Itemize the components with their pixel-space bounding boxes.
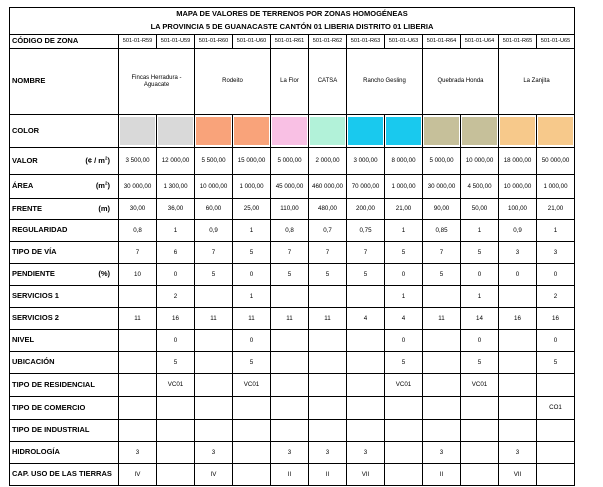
- tipo-comercio-value-cell: [195, 397, 233, 420]
- tipo-residencial-value-cell: [423, 374, 461, 397]
- zone-color-swatch: [196, 117, 231, 145]
- label-valor: [10, 148, 119, 175]
- area-value-cell: 460 000,00: [309, 175, 347, 199]
- ubicacion-value-cell: [119, 352, 157, 374]
- tipo-via-value-cell: 5: [233, 242, 271, 264]
- zone-name-cell: Rancho Gesling: [347, 49, 423, 115]
- zone-name-cell: Fincas Herradura - Aguacate: [119, 49, 195, 115]
- regularidad-value-cell: 0,8: [271, 220, 309, 242]
- servicios1-value-cell: 1: [385, 286, 423, 308]
- cap-uso-value-cell: IV: [195, 464, 233, 486]
- valor-value-cell: 15 000,00: [233, 148, 271, 175]
- tipo-via-value-cell: 7: [423, 242, 461, 264]
- frente-value-cell: 60,00: [195, 199, 233, 220]
- valor-value-cell: 50 000,00: [537, 148, 575, 175]
- servicios1-value-cell: [119, 286, 157, 308]
- zone-color-swatch: [120, 117, 155, 145]
- regularidad-value-cell: 1: [157, 220, 195, 242]
- servicios2-value-cell: 11: [119, 308, 157, 330]
- ubicacion-value-cell: [195, 352, 233, 374]
- label-tipo-via: TIPO DE VÍA: [10, 242, 119, 264]
- tipo-industrial-value-cell: [347, 420, 385, 442]
- servicios2-value-cell: 14: [461, 308, 499, 330]
- frente-value-cell: 25,00: [233, 199, 271, 220]
- area-value-cell: 1 000,00: [537, 175, 575, 199]
- area-value-cell: 4 500,00: [461, 175, 499, 199]
- area-value-cell: 70 000,00: [347, 175, 385, 199]
- zone-code-cell: 501-01-R62: [309, 35, 347, 49]
- frente-value-cell: 36,00: [157, 199, 195, 220]
- regularidad-value-cell: 1: [233, 220, 271, 242]
- tipo-via-value-cell: 6: [157, 242, 195, 264]
- zone-code-cell: 501-01-U64: [461, 35, 499, 49]
- zone-color-swatch: [348, 117, 383, 145]
- tipo-comercio-value-cell: CO1: [537, 397, 575, 420]
- servicios1-value-cell: 2: [537, 286, 575, 308]
- frente-value-cell: 50,00: [461, 199, 499, 220]
- valor-value-cell: 12 000,00: [157, 148, 195, 175]
- valor-value-cell: 8 000,00: [385, 148, 423, 175]
- ubicacion-value-cell: [309, 352, 347, 374]
- hidrologia-value-cell: 3: [423, 442, 461, 464]
- tipo-via-value-cell: 7: [195, 242, 233, 264]
- cap-uso-value-cell: [385, 464, 423, 486]
- tipo-comercio-value-cell: [271, 397, 309, 420]
- zone-name-cell: Quebrada Honda: [423, 49, 499, 115]
- zone-code-cell: 501-01-R63: [347, 35, 385, 49]
- tipo-via-value-cell: 7: [119, 242, 157, 264]
- servicios1-value-cell: 1: [461, 286, 499, 308]
- cap-uso-value-cell: II: [309, 464, 347, 486]
- valuation-table: [9, 7, 575, 486]
- valor-value-cell: 5 000,00: [423, 148, 461, 175]
- pendiente-value-cell: 0: [385, 264, 423, 286]
- regularidad-value-cell: 0,85: [423, 220, 461, 242]
- tipo-comercio-value-cell: [309, 397, 347, 420]
- tipo-via-value-cell: 5: [385, 242, 423, 264]
- frente-value-cell: 200,00: [347, 199, 385, 220]
- label-servicios-1: SERVICIOS 1: [10, 286, 119, 308]
- servicios2-value-cell: 16: [537, 308, 575, 330]
- servicios2-value-cell: 11: [423, 308, 461, 330]
- frente-value-cell: 90,00: [423, 199, 461, 220]
- label-tipo-industrial: TIPO DE INDUSTRIAL: [10, 420, 119, 442]
- hidrologia-value-cell: 3: [499, 442, 537, 464]
- valor-value-cell: 5 500,00: [195, 148, 233, 175]
- label-cap-uso-tierras: CAP. USO DE LAS TIERRAS: [10, 464, 119, 486]
- label-codigo-zona: CÓDIGO DE ZONA: [10, 35, 119, 49]
- ubicacion-value-cell: 5: [233, 352, 271, 374]
- valor-value-cell: 10 000,00: [461, 148, 499, 175]
- zone-color-swatch: [424, 117, 459, 145]
- tipo-industrial-value-cell: [195, 420, 233, 442]
- cap-uso-value-cell: [537, 464, 575, 486]
- zone-color-cell: [461, 115, 499, 148]
- pendiente-value-cell: 5: [309, 264, 347, 286]
- tipo-industrial-value-cell: [499, 420, 537, 442]
- nivel-value-cell: [119, 330, 157, 352]
- nivel-value-cell: [423, 330, 461, 352]
- servicios1-value-cell: [499, 286, 537, 308]
- area-value-cell: 1 300,00: [157, 175, 195, 199]
- hidrologia-value-cell: [461, 442, 499, 464]
- label-valor-text: VALOR: [12, 155, 38, 165]
- zone-code-cell: 501-01-R64: [423, 35, 461, 49]
- tipo-industrial-value-cell: [385, 420, 423, 442]
- label-ubicacion: UBICACIÓN: [10, 352, 119, 374]
- tipo-residencial-value-cell: [309, 374, 347, 397]
- label-servicios-2: SERVICIOS 2: [10, 308, 119, 330]
- tipo-comercio-value-cell: [385, 397, 423, 420]
- label-area-unit: $(m^2)$: [95, 180, 110, 191]
- zone-color-swatch: [310, 117, 345, 145]
- label-frente: [10, 199, 119, 220]
- area-value-cell: 10 000,00: [499, 175, 537, 199]
- servicios1-value-cell: [423, 286, 461, 308]
- tipo-via-value-cell: 3: [537, 242, 575, 264]
- pendiente-value-cell: 0: [461, 264, 499, 286]
- label-regularidad: REGULARIDAD: [10, 220, 119, 242]
- regularidad-value-cell: 0,7: [309, 220, 347, 242]
- tipo-via-value-cell: 3: [499, 242, 537, 264]
- servicios2-value-cell: 11: [195, 308, 233, 330]
- frente-value-cell: 21,00: [385, 199, 423, 220]
- valor-value-cell: 5 000,00: [271, 148, 309, 175]
- servicios2-value-cell: 4: [385, 308, 423, 330]
- zone-color-cell: [385, 115, 423, 148]
- nivel-value-cell: [195, 330, 233, 352]
- servicios1-value-cell: [347, 286, 385, 308]
- pendiente-value-cell: 5: [195, 264, 233, 286]
- area-value-cell: 1 000,00: [233, 175, 271, 199]
- tipo-via-value-cell: 7: [271, 242, 309, 264]
- zone-code-cell: 501-01-R59: [119, 35, 157, 49]
- zone-color-cell: [195, 115, 233, 148]
- zone-name-cell: Rodeito: [195, 49, 271, 115]
- cap-uso-value-cell: II: [271, 464, 309, 486]
- label-tipo-residencial: TIPO DE RESIDENCIAL: [10, 374, 119, 397]
- area-value-cell: 10 000,00: [195, 175, 233, 199]
- ubicacion-value-cell: [271, 352, 309, 374]
- tipo-comercio-value-cell: [347, 397, 385, 420]
- nivel-value-cell: 0: [157, 330, 195, 352]
- tipo-comercio-value-cell: [423, 397, 461, 420]
- regularidad-value-cell: 1: [385, 220, 423, 242]
- nivel-value-cell: 0: [461, 330, 499, 352]
- label-pendiente-text: PENDIENTE: [12, 269, 55, 279]
- label-color: COLOR: [10, 115, 119, 148]
- frente-value-cell: 21,00: [537, 199, 575, 220]
- servicios2-value-cell: 11: [309, 308, 347, 330]
- label-pendiente-unit: (%): [98, 269, 110, 279]
- hidrologia-value-cell: [537, 442, 575, 464]
- zone-code-cell: 501-01-U60: [233, 35, 271, 49]
- label-frente-unit: (m): [98, 203, 110, 213]
- hidrologia-value-cell: [233, 442, 271, 464]
- servicios1-value-cell: 2: [157, 286, 195, 308]
- label-hidrologia: HIDROLOGÍA: [10, 442, 119, 464]
- valor-value-cell: 3 000,00: [347, 148, 385, 175]
- pendiente-value-cell: 0: [537, 264, 575, 286]
- zone-color-swatch: [500, 117, 535, 145]
- nivel-value-cell: 0: [537, 330, 575, 352]
- servicios2-value-cell: 4: [347, 308, 385, 330]
- tipo-residencial-value-cell: [195, 374, 233, 397]
- zone-color-swatch: [272, 117, 307, 145]
- hidrologia-value-cell: 3: [347, 442, 385, 464]
- servicios1-value-cell: [309, 286, 347, 308]
- ubicacion-value-cell: 5: [157, 352, 195, 374]
- tipo-industrial-value-cell: [537, 420, 575, 442]
- cap-uso-value-cell: [461, 464, 499, 486]
- ubicacion-value-cell: [347, 352, 385, 374]
- tipo-via-value-cell: 7: [309, 242, 347, 264]
- table-title: MAPA DE VALORES DE TERRENOS POR ZONAS HOMOGÉNEAS: [10, 8, 575, 22]
- zone-code-cell: 501-01-R65: [499, 35, 537, 49]
- zone-color-swatch: [386, 117, 421, 145]
- regularidad-value-cell: 0,75: [347, 220, 385, 242]
- pendiente-value-cell: 10: [119, 264, 157, 286]
- zone-color-swatch: [462, 117, 497, 145]
- area-value-cell: 30 000,00: [119, 175, 157, 199]
- tipo-industrial-value-cell: [157, 420, 195, 442]
- servicios2-value-cell: 16: [157, 308, 195, 330]
- tipo-via-value-cell: 5: [461, 242, 499, 264]
- nivel-value-cell: 0: [233, 330, 271, 352]
- tipo-residencial-value-cell: [347, 374, 385, 397]
- tipo-industrial-value-cell: [271, 420, 309, 442]
- area-value-cell: 30 000,00: [423, 175, 461, 199]
- label-pendiente: [10, 264, 119, 286]
- zone-name-cell: La Flor: [271, 49, 309, 115]
- table-subtitle: LA PROVINCIA 5 DE GUANACASTE CANTÓN 01 LIBERIA DISTRITO 01 LIBERIA: [10, 22, 575, 35]
- pendiente-value-cell: 5: [423, 264, 461, 286]
- frente-value-cell: 100,00: [499, 199, 537, 220]
- pendiente-value-cell: 5: [347, 264, 385, 286]
- servicios1-value-cell: [271, 286, 309, 308]
- hidrologia-value-cell: [385, 442, 423, 464]
- frente-value-cell: 110,00: [271, 199, 309, 220]
- zone-code-cell: 501-01-U59: [157, 35, 195, 49]
- frente-value-cell: 480,00: [309, 199, 347, 220]
- pendiente-value-cell: 0: [499, 264, 537, 286]
- label-valor-unit: (¢ / $m^2$): [85, 155, 110, 165]
- hidrologia-value-cell: 3: [195, 442, 233, 464]
- cap-uso-value-cell: VII: [499, 464, 537, 486]
- servicios1-value-cell: [195, 286, 233, 308]
- zone-color-cell: [271, 115, 309, 148]
- zone-code-cell: 501-01-U65: [537, 35, 575, 49]
- regularidad-value-cell: 1: [461, 220, 499, 242]
- servicios2-value-cell: 16: [499, 308, 537, 330]
- tipo-industrial-value-cell: [233, 420, 271, 442]
- label-tipo-comercio: TIPO DE COMERCIO: [10, 397, 119, 420]
- zone-color-swatch: [234, 117, 269, 145]
- valor-value-cell: 2 000,00: [309, 148, 347, 175]
- cap-uso-value-cell: [157, 464, 195, 486]
- nivel-value-cell: [499, 330, 537, 352]
- nivel-value-cell: 0: [385, 330, 423, 352]
- zone-color-cell: [537, 115, 575, 148]
- tipo-comercio-value-cell: [499, 397, 537, 420]
- zone-color-cell: [119, 115, 157, 148]
- hidrologia-value-cell: 3: [309, 442, 347, 464]
- pendiente-value-cell: 0: [233, 264, 271, 286]
- nivel-value-cell: [271, 330, 309, 352]
- ubicacion-value-cell: 5: [537, 352, 575, 374]
- tipo-industrial-value-cell: [423, 420, 461, 442]
- regularidad-value-cell: 0,9: [195, 220, 233, 242]
- ubicacion-value-cell: 5: [461, 352, 499, 374]
- cap-uso-value-cell: II: [423, 464, 461, 486]
- tipo-industrial-value-cell: [119, 420, 157, 442]
- tipo-residencial-value-cell: VC01: [233, 374, 271, 397]
- zone-color-cell: [499, 115, 537, 148]
- hidrologia-value-cell: 3: [119, 442, 157, 464]
- regularidad-value-cell: 0,8: [119, 220, 157, 242]
- frente-value-cell: 30,00: [119, 199, 157, 220]
- cap-uso-value-cell: IV: [119, 464, 157, 486]
- area-value-cell: 45 000,00: [271, 175, 309, 199]
- zone-code-cell: 501-01-R61: [271, 35, 309, 49]
- tipo-comercio-value-cell: [461, 397, 499, 420]
- regularidad-value-cell: 0,9: [499, 220, 537, 242]
- area-value-cell: 1 000,00: [385, 175, 423, 199]
- regularidad-value-cell: 1: [537, 220, 575, 242]
- tipo-residencial-value-cell: [271, 374, 309, 397]
- servicios2-value-cell: 11: [271, 308, 309, 330]
- tipo-comercio-value-cell: [119, 397, 157, 420]
- label-area-text: ÁREA: [12, 181, 34, 191]
- pendiente-value-cell: 0: [157, 264, 195, 286]
- hidrologia-value-cell: [157, 442, 195, 464]
- tipo-residencial-value-cell: [537, 374, 575, 397]
- tipo-comercio-value-cell: [157, 397, 195, 420]
- zone-color-cell: [309, 115, 347, 148]
- pendiente-value-cell: 5: [271, 264, 309, 286]
- tipo-industrial-value-cell: [309, 420, 347, 442]
- label-frente-text: FRENTE: [12, 203, 42, 213]
- servicios1-value-cell: 1: [233, 286, 271, 308]
- ubicacion-value-cell: [499, 352, 537, 374]
- tipo-residencial-value-cell: VC01: [157, 374, 195, 397]
- zone-color-cell: [423, 115, 461, 148]
- zone-name-cell: La Zanjita: [499, 49, 575, 115]
- label-area: [10, 175, 119, 199]
- tipo-residencial-value-cell: VC01: [385, 374, 423, 397]
- ubicacion-value-cell: 5: [385, 352, 423, 374]
- valuation-sheet: [9, 7, 575, 486]
- tipo-residencial-value-cell: [499, 374, 537, 397]
- zone-color-cell: [347, 115, 385, 148]
- ubicacion-value-cell: [423, 352, 461, 374]
- tipo-comercio-value-cell: [233, 397, 271, 420]
- hidrologia-value-cell: 3: [271, 442, 309, 464]
- tipo-via-value-cell: 7: [347, 242, 385, 264]
- zone-color-cell: [233, 115, 271, 148]
- zone-color-cell: [157, 115, 195, 148]
- cap-uso-value-cell: VII: [347, 464, 385, 486]
- tipo-residencial-value-cell: [119, 374, 157, 397]
- label-nivel: NIVEL: [10, 330, 119, 352]
- zone-name-cell: CATSA: [309, 49, 347, 115]
- zone-color-swatch: [538, 117, 573, 145]
- tipo-residencial-value-cell: VC01: [461, 374, 499, 397]
- zone-color-swatch: [158, 117, 193, 145]
- tipo-industrial-value-cell: [461, 420, 499, 442]
- label-nombre: NOMBRE: [10, 49, 119, 115]
- servicios2-value-cell: 11: [233, 308, 271, 330]
- zone-code-cell: 501-01-U63: [385, 35, 423, 49]
- valor-value-cell: 18 000,00: [499, 148, 537, 175]
- cap-uso-value-cell: [233, 464, 271, 486]
- nivel-value-cell: [309, 330, 347, 352]
- zone-code-cell: 501-01-R60: [195, 35, 233, 49]
- valor-value-cell: 3 500,00: [119, 148, 157, 175]
- nivel-value-cell: [347, 330, 385, 352]
